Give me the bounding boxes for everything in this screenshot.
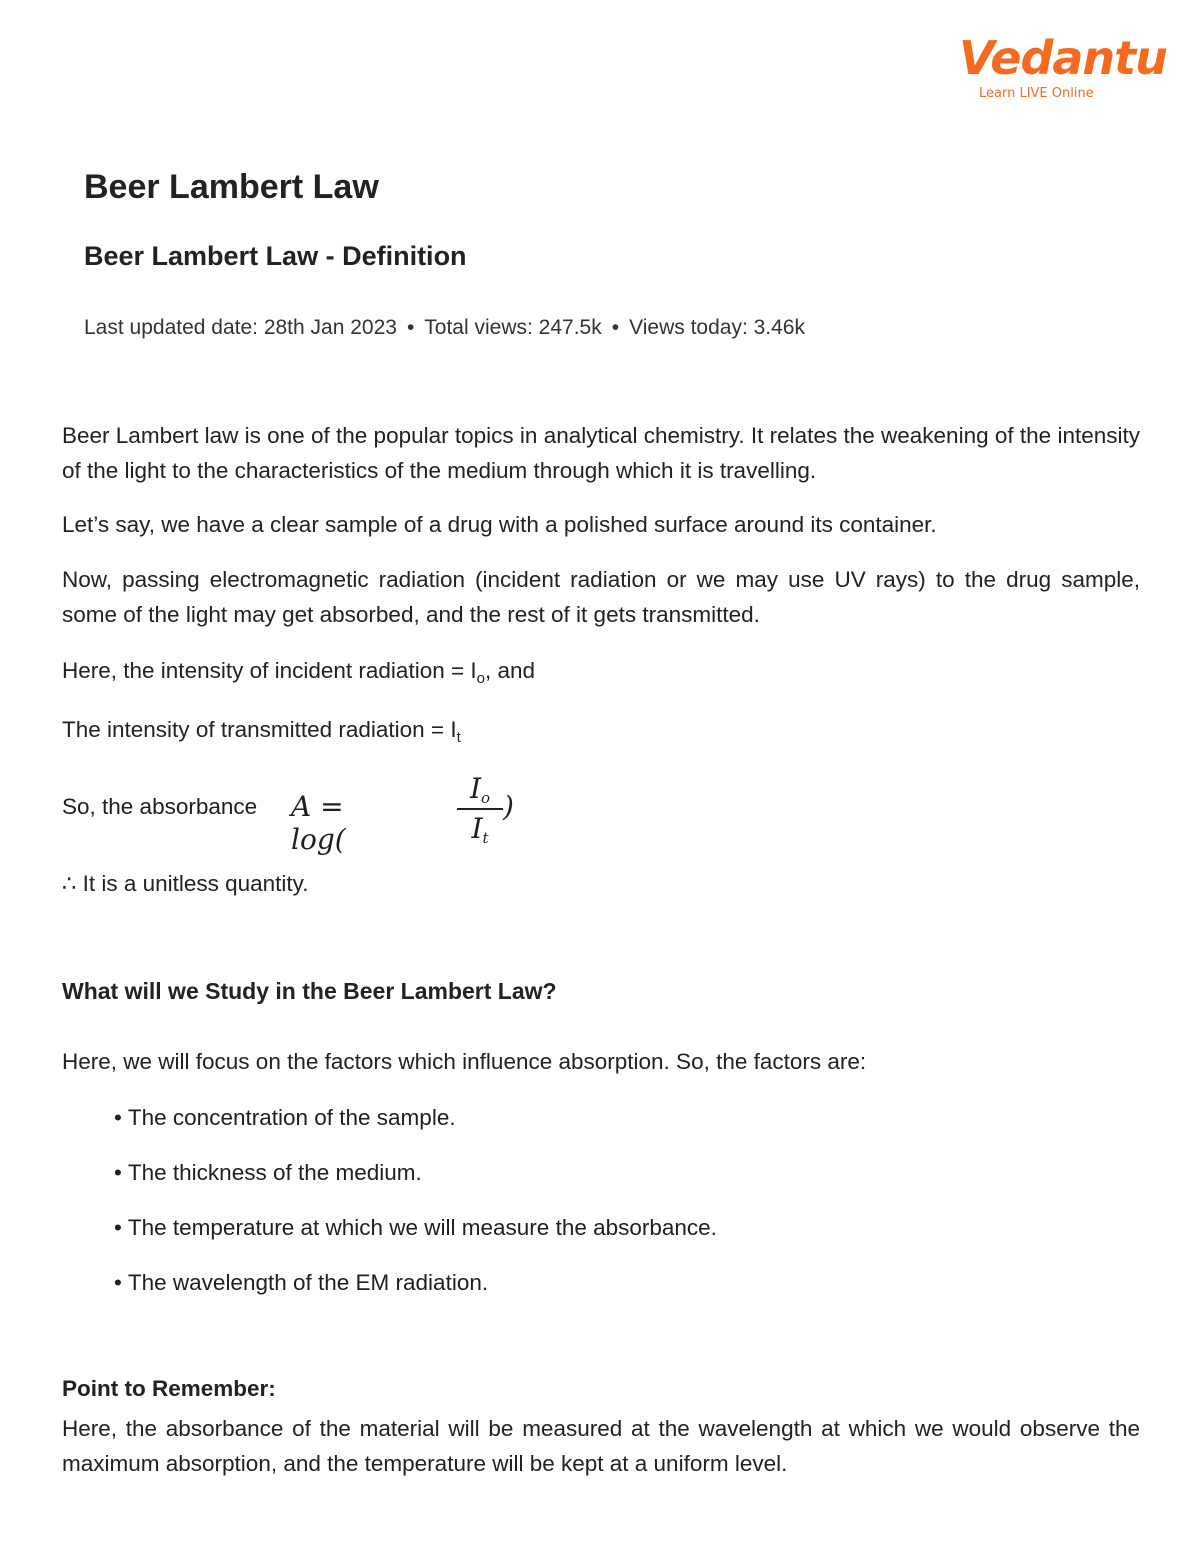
formula-rparen: ) [503, 790, 514, 823]
intro-paragraph: Beer Lambert law is one of the popular topics in analytical chemistry. It relates the weakening of the intensity of the light to the characteristics of the medium through which it is travelling. [62, 423, 1140, 483]
formula-lhs: A = log( [291, 790, 346, 856]
remember-text: Here, the absorbance of the material will be measured at the wavelength at which we would observe the maximum absorption, and the temperature will be kept at a uniform level. [62, 1416, 1140, 1476]
incident-text: Here, the intensity of incident radiation = I [62, 658, 477, 683]
formula-fraction [457, 772, 503, 846]
fraction-denominator: $I_t$ [471, 812, 489, 847]
transmitted-intensity-line [62, 712, 1140, 747]
incident-intensity-line [62, 653, 1140, 688]
meta-separator: • [406, 316, 415, 339]
transmitted-text: The intensity of transmitted radiation = I [62, 717, 457, 742]
list-item-text: The concentration of the sample. [127, 1105, 456, 1130]
list-item [114, 1155, 717, 1210]
list-item-text: The temperature at which we will measure the absorbance. [127, 1215, 717, 1240]
list-item [114, 1265, 717, 1320]
logo-tagline: Learn LIVE Online [979, 86, 1094, 101]
incident-subscript: o [476, 670, 485, 687]
incident-tail: , and [484, 658, 536, 683]
list-item [114, 1100, 717, 1155]
factors-list [114, 1100, 717, 1320]
bullet-icon: • [114, 1105, 122, 1130]
vedantu-logo [955, 28, 1167, 108]
list-item-text: The wavelength of the EM radiation. [127, 1270, 489, 1295]
fraction-numerator: $I_o$ [457, 772, 503, 810]
article-meta [84, 316, 805, 340]
last-updated: Last updated date: 28th Jan 2023 [84, 316, 397, 339]
transmitted-subscript: t [456, 729, 461, 746]
bullet-icon: • [114, 1215, 122, 1240]
section-heading: What will we Study in the Beer Lambert Law? [62, 978, 557, 1004]
remember-heading: Point to Remember: [62, 1376, 276, 1401]
radiation-paragraph: Now, passing electromagnetic radiation (incident radiation or we may use UV rays) to the drug sample, some of the light may get absorbed, and the rest of it gets transmitted. [62, 567, 1140, 627]
sample-paragraph: Let’s say, we have a clear sample of a drug with a polished surface around its container. [62, 512, 937, 537]
section-intro: Here, we will focus on the factors which influence absorption. So, the factors are: [62, 1049, 867, 1074]
views-today: Views today: 3.46k [629, 316, 805, 339]
bullet-icon: • [114, 1270, 122, 1295]
bullet-icon: • [114, 1160, 122, 1185]
page-title: Beer Lambert Law [84, 168, 379, 206]
unitless-note: ∴ It is a unitless quantity. [62, 871, 309, 896]
logo-wordmark: Vedantu [959, 31, 1167, 85]
list-item [114, 1210, 717, 1265]
meta-separator: • [611, 316, 620, 339]
formula-label: So, the absorbance [62, 794, 258, 819]
page-subtitle: Beer Lambert Law - Definition [84, 241, 467, 271]
total-views: Total views: 247.5k [424, 316, 602, 339]
list-item-text: The thickness of the medium. [127, 1160, 422, 1185]
